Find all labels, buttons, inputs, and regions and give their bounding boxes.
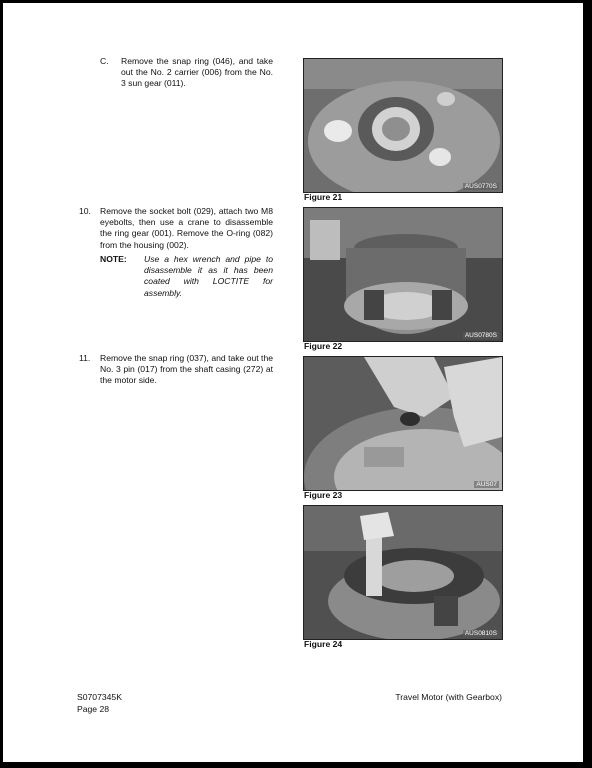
step-10-marker: 10. xyxy=(79,206,91,216)
step-c-text: Remove the snap ring (046), and take out the No. 2 carrier (006) from the No. 3 sun gear (011). xyxy=(121,56,273,89)
note-label: NOTE: xyxy=(100,254,127,264)
figure-21-code: AUS0770S xyxy=(464,183,497,190)
figure-24-caption: Figure 24 xyxy=(304,639,343,649)
footer-title: Travel Motor (with Gearbox) xyxy=(395,692,502,702)
footer-page-number: Page 28 xyxy=(77,704,110,714)
step-11-text: Remove the snap ring (037), and take out the No. 3 pin (017) from the shaft casing (272) at the motor side. xyxy=(100,353,273,386)
figure-21-photo xyxy=(303,58,503,193)
figure-22-caption: Figure 22 xyxy=(304,341,343,351)
figure-22-photo xyxy=(303,207,503,342)
step-11-marker: 11. xyxy=(79,353,91,363)
step-10-text: Remove the socket bolt (029), attach two M8 eyebolts, then use a crane to disassemble the ring gear (001). Remove the O-ring (082) from the housing (002). xyxy=(100,206,273,250)
figure-23-code: AUS07 xyxy=(476,481,497,488)
figure-24-code: AUS0810S xyxy=(464,630,497,637)
manual-page xyxy=(3,3,583,762)
figure-23-photo xyxy=(303,356,503,491)
step-c-marker: C. xyxy=(100,56,109,66)
footer-doc-number: S0707345K xyxy=(77,692,122,702)
figure-22-code: AUS0780S xyxy=(464,332,497,339)
figure-21-caption: Figure 21 xyxy=(304,192,343,202)
note-text: Use a hex wrench and pipe to disassemble it as it has been coated with LOCTITE for assembly. xyxy=(144,254,273,298)
figure-23-caption: Figure 23 xyxy=(304,490,343,500)
figure-24-photo xyxy=(303,505,503,640)
